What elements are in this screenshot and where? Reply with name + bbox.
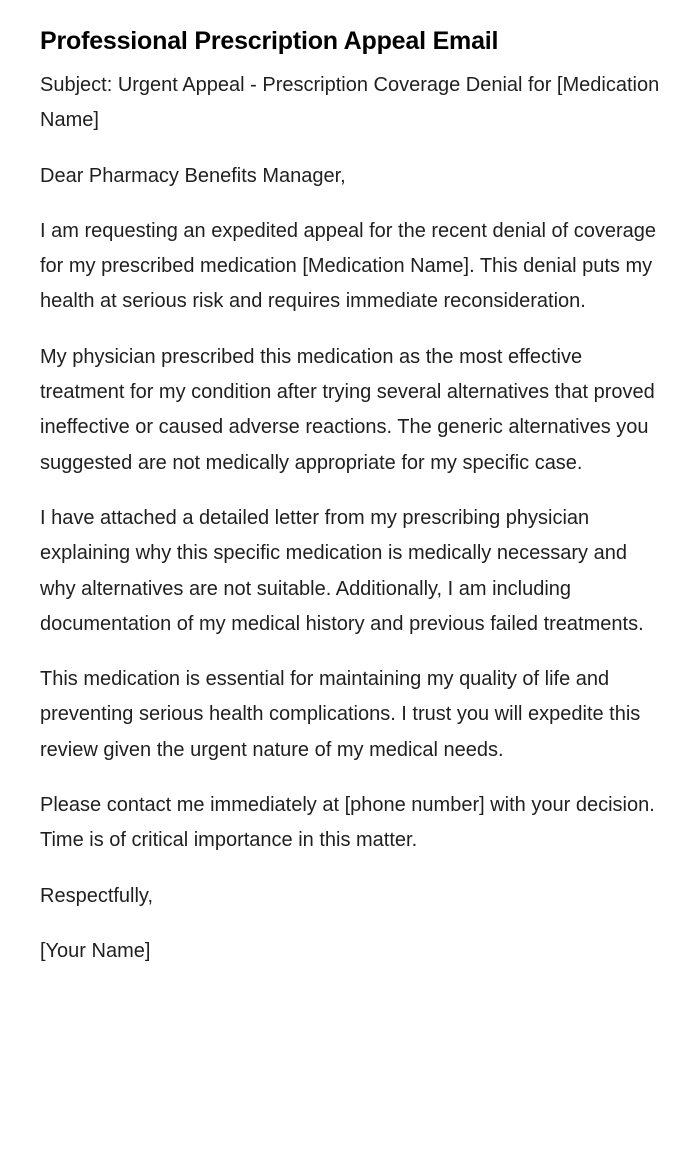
document-title: Professional Prescription Appeal Email: [40, 27, 499, 55]
body-paragraph: My physician prescribed this medication as the most effective treatment for my condition after trying several alternatives that proved ineffective or caused adverse reactions. The generic alternatives you suggested are not medically appropriate for my specific case.: [40, 345, 655, 474]
email-signature: [Your Name]: [40, 939, 151, 962]
body-paragraph: Please contact me immediately at [phone number] with your decision. Time is of critical importance in this matter.: [40, 794, 655, 852]
body-paragraph: I have attached a detailed letter from my prescribing physician explaining why this specific medication is medically necessary and why alternatives are not suitable. Additionally, I am including documentation of my medical history and previous failed treatments.: [40, 506, 644, 635]
email-closing: Respectfully,: [40, 884, 154, 907]
email-salutation: Dear Pharmacy Benefits Manager,: [40, 164, 346, 187]
body-paragraph: I am requesting an expedited appeal for the recent denial of coverage for my prescribed medication [Medication Name]. This denial puts my health at serious risk and requires immediate reconsideration.: [40, 219, 656, 313]
email-subject: Subject: Urgent Appeal - Prescription Coverage Denial for [Medication Name]: [40, 74, 660, 132]
body-paragraph: This medication is essential for maintaining my quality of life and preventing serious health complications. I trust you will expedite this review given the urgent nature of my medical needs.: [40, 668, 641, 761]
